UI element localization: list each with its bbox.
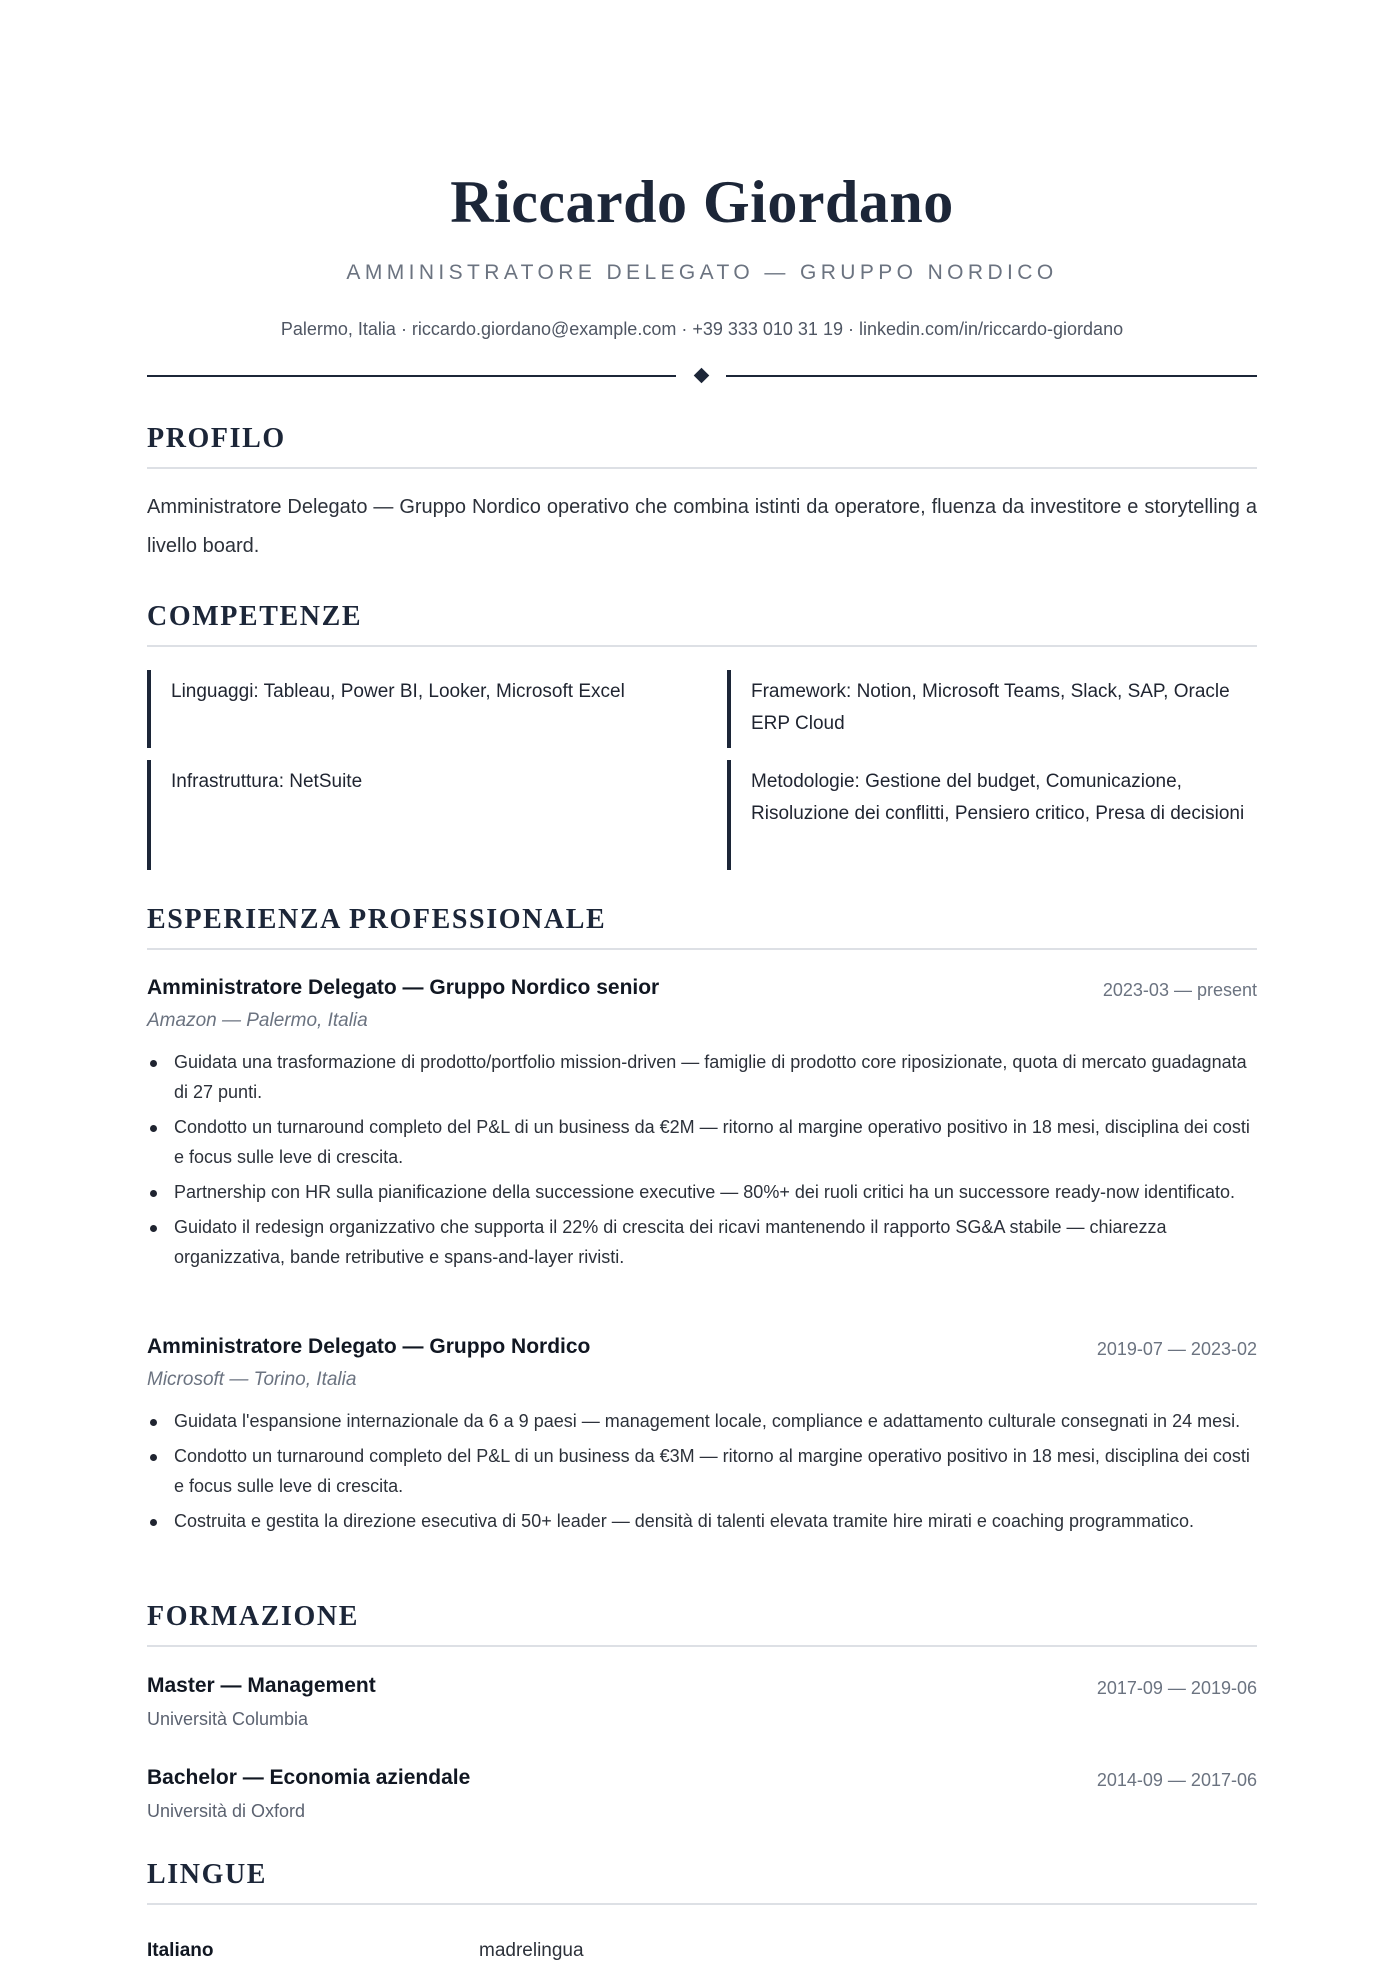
skill-text: Infrastruttura: NetSuite — [171, 771, 363, 792]
education-degree: Master — Management — [147, 1674, 376, 1697]
job-dates: 2019-07 — 2023-02 — [1096, 1339, 1257, 1359]
job-company: Microsoft — Torino, Italia — [147, 1369, 357, 1390]
section-title-education: FORMAZIONE — [147, 1597, 1257, 1647]
section-title-profile: PROFILO — [147, 419, 1257, 469]
candidate-role: AMMINISTRATORE DELEGATO — GRUPPO NORDICO — [346, 261, 1058, 284]
language-name: Italiano — [147, 1940, 214, 1961]
profile-text: Amministratore Delegato — Gruppo Nordico operativo che combina istinti da operatore, fluenza da investitore e storytelling a livello board. — [147, 496, 1257, 557]
education-degree: Bachelor — Economia aziendale — [147, 1766, 471, 1789]
job-dates: 2023-03 — present — [1102, 980, 1257, 1000]
list-item: Condotto un turnaround completo del P&L di un business da €3M — ritorno al margine operativo positivo in 18 mesi, disciplina dei costi e focus sulle leve di crescita. — [147, 1441, 1257, 1501]
list-item: Costruita e gestita la direzione esecutiva di 50+ leader — densità di talenti elevata tramite hire mirati e coaching programmatico. — [147, 1506, 1257, 1536]
section-title-skills: COMPETENZE — [147, 597, 1257, 647]
header-divider — [147, 366, 1257, 386]
education-school: Università di Oxford — [147, 1801, 306, 1821]
skill-block-methodologies — [727, 760, 1257, 870]
job-company: Amazon — Palermo, Italia — [147, 1010, 368, 1031]
skill-block-frameworks — [727, 670, 1257, 748]
job-bullets — [147, 1047, 1257, 1277]
education-dates: 2014-09 — 2017-06 — [1096, 1770, 1257, 1790]
education-dates: 2017-09 — 2019-06 — [1096, 1678, 1257, 1698]
divider-line-left — [147, 375, 676, 377]
job-title: Amministratore Delegato — Gruppo Nordico senior — [147, 976, 660, 999]
skill-text: Framework: Notion, Microsoft Teams, Slack, SAP, Oracle ERP Cloud — [751, 681, 1230, 734]
list-item: Partnership con HR sulla pianificazione della successione executive — 80%+ dei ruoli critici ha un successore ready-now identificato. — [147, 1177, 1257, 1207]
list-item: Guidato il redesign organizzativo che supporta il 22% di crescita dei ricavi mantenendo il rapporto SG&A stabile — chiarezza organizzativa, bande retributive e spans-and-layer rivisti. — [147, 1212, 1257, 1272]
list-item: Condotto un turnaround completo del P&L di un business da €2M — ritorno al margine operativo positivo in 18 mesi, disciplina dei costi e focus sulle leve di crescita. — [147, 1112, 1257, 1172]
diamond-icon — [694, 368, 710, 384]
language-level: madrelingua — [479, 1940, 584, 1961]
list-item: Guidata una trasformazione di prodotto/portfolio mission-driven — famiglie di prodotto core riposizionate, quota di mercato guadagnata di 27 punti. — [147, 1047, 1257, 1107]
job-bullets — [147, 1406, 1257, 1541]
contact-line: Palermo, Italia · riccardo.giordano@example.com · +39 333 010 31 19 · linkedin.com/in/riccardo-giordano — [280, 319, 1124, 339]
candidate-name: Riccardo Giordano — [450, 169, 954, 235]
job-title: Amministratore Delegato — Gruppo Nordico — [147, 1335, 591, 1358]
skill-block-languages — [147, 670, 710, 748]
skill-text: Linguaggi: Tableau, Power BI, Looker, Microsoft Excel — [171, 681, 625, 702]
section-title-languages: LINGUE — [147, 1855, 1257, 1905]
skill-block-infrastructure — [147, 760, 710, 870]
skill-text: Metodologie: Gestione del budget, Comunicazione, Risoluzione dei conflitti, Pensiero critico, Presa di decisioni — [751, 771, 1245, 824]
list-item: Guidata l'espansione internazionale da 6 a 9 paesi — management locale, compliance e adattamento culturale consegnati in 24 mesi. — [147, 1406, 1257, 1436]
section-title-experience: ESPERIENZA PROFESSIONALE — [147, 900, 1257, 950]
education-school: Università Columbia — [147, 1709, 309, 1729]
divider-line-right — [726, 375, 1257, 377]
